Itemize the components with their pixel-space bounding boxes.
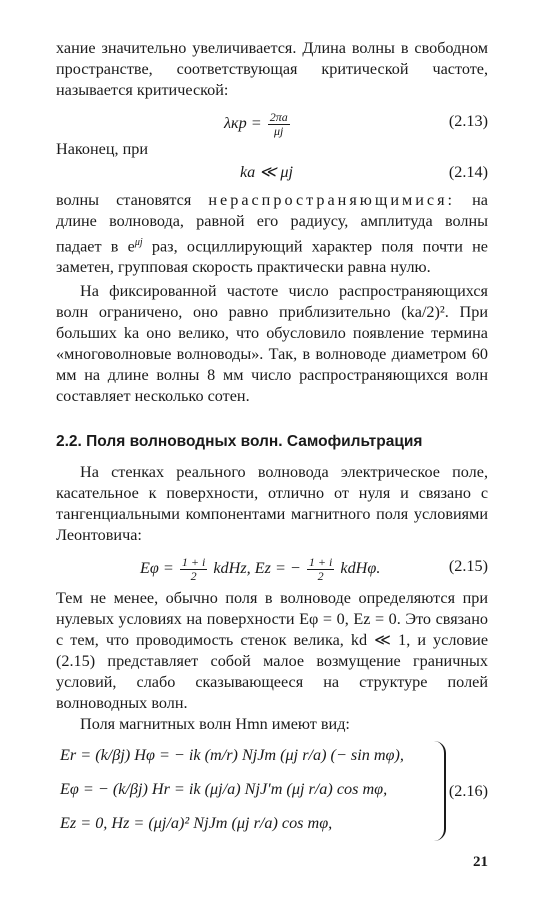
eq-2-14-body: ka ≪ μj bbox=[240, 163, 293, 181]
eq-2-15-part-c: kdHφ. bbox=[340, 559, 381, 578]
right-brace bbox=[434, 741, 446, 841]
eq-2-13-numerator: 2πa bbox=[269, 110, 288, 124]
eq-2-14-tag: (2.14) bbox=[448, 163, 488, 181]
paragraph-magnetic-waves: Поля магнитных волн Hmn имеют вид: bbox=[80, 715, 350, 734]
page-number: 21 bbox=[473, 854, 488, 870]
paragraph-boundary-conditions: Тем не менее, обычно поля в волноводе определяются при нулевых условиях на поверхности Eφ = 0, Ez = 0. Это связано с тем, что проводимость стенок велика, kd ≪ 1, и условие (2.15) представляет собой малое возмущение граничных условий, слабо сказывающееся на структуре полей волноводных волн. bbox=[56, 589, 488, 713]
eq-2-13-denominator: μj bbox=[274, 124, 284, 138]
equation-system-2-16 bbox=[56, 741, 488, 845]
eq-2-15-part-a: Eφ = bbox=[140, 559, 174, 578]
equation-2-14 bbox=[56, 156, 488, 186]
eq-2-16-row-3: Ez = 0, Hz = (μj/a)² NjJm (μj r/a) cos mφ, bbox=[60, 814, 333, 833]
eq-2-15-tag: (2.15) bbox=[448, 557, 488, 576]
section-heading: 2.2. Поля волноводных волн. Самофильтрация bbox=[56, 433, 423, 451]
paragraph-leontovich: На стенках реального волновода электрическое поле, касательное к поверхности, отлично от нуля и связано с тангенциальными компонентами магнитного поля условиями Леонтовича: bbox=[56, 463, 488, 545]
paragraph-intro: хание значительно увеличивается. Длина волны в свободном пространстве, соответствующая критической частоте, называется критической: bbox=[56, 39, 488, 99]
eq-2-16-row-2: Eφ = − (k/βj) Hr = ik (μj/a) NjJ′m (μj r/a) cos mφ, bbox=[60, 780, 388, 799]
eq-2-15-part-b: kdHz, Ez = − bbox=[213, 559, 301, 578]
equation-2-15: Eφ = $\frac{1 + i}{2}$ kdHz, Ez = − $\frac{1 + i}{2}$ kdHφ. (2.15) bbox=[140, 555, 488, 584]
eq-2-16-row-1: Er = (k/βj) Hφ = − ik (m/r) NjJm (μj r/a) (− sin mφ), bbox=[60, 746, 404, 765]
paragraph-finally: Наконец, при bbox=[56, 140, 149, 158]
eq-2-16-tag: (2.16) bbox=[448, 782, 488, 801]
equation-2-13 bbox=[56, 105, 488, 138]
paragraph-wave-count: На фиксированной частоте число распространяющихся волн ограничено, оно равно приблизительно (ka/2)². При больших ka оно велико, что обусловило появление термина «многоволновые волноводы». Так, в волноводе диаметром 60 мм на длине волны 8 мм число распространяющихся волн составляет несколько сотен. bbox=[56, 282, 488, 406]
paragraph-evanescent: волны становятся нераспространяющимися: на длине волновода, равной его радиусу, амплитуда волны падает в $e^{\mu j}$ раз, осциллирующий характер поля почти не заметен, групповая скорость практически равна нулю. bbox=[56, 191, 488, 277]
eq-2-13-tag: (2.13) bbox=[448, 112, 488, 130]
document-page bbox=[56, 38, 488, 845]
eq-2-13-lhs: λкр = bbox=[224, 114, 262, 133]
